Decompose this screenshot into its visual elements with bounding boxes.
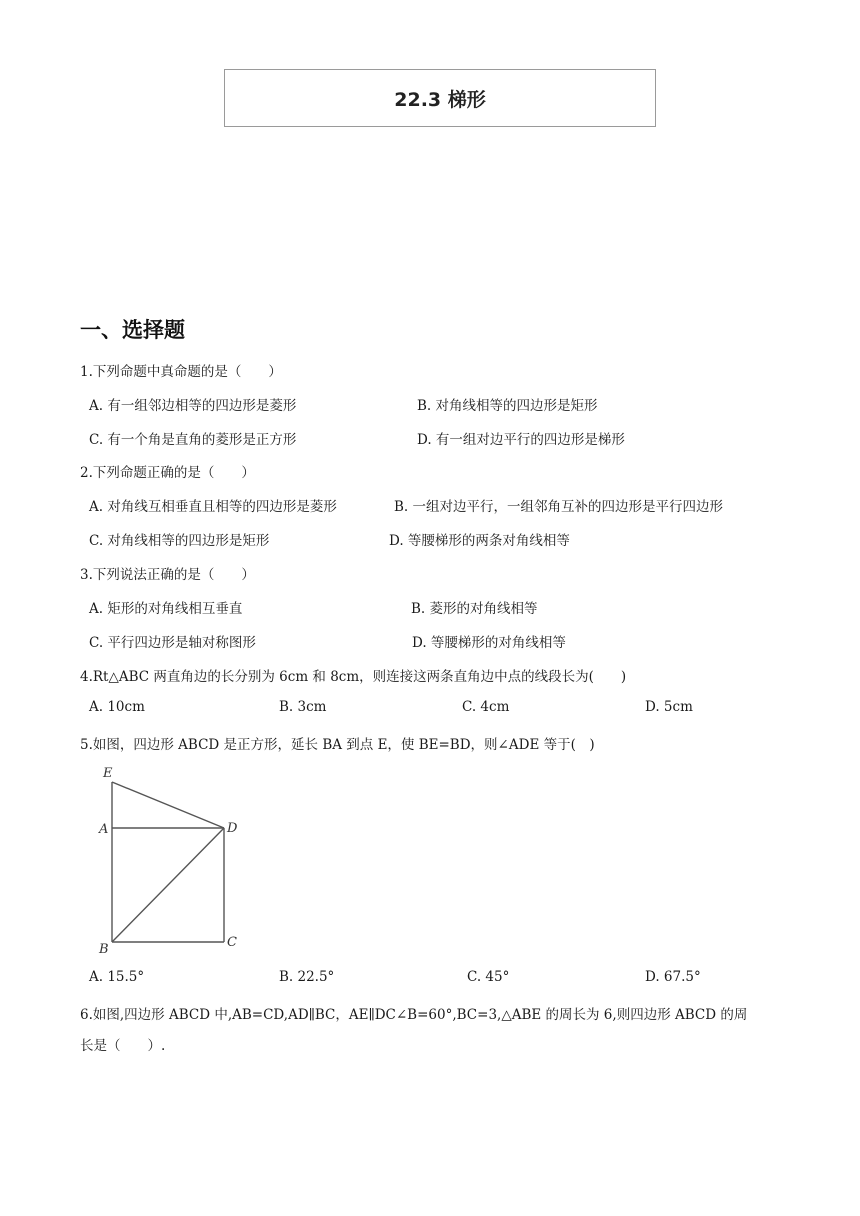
question-1-stem: 1.下列命题中真命题的是（ ） — [80, 364, 282, 380]
label-d: D — [227, 821, 238, 836]
question-4-option-b: B. 3cm — [279, 699, 327, 715]
section-heading: 一、选择题 — [80, 318, 185, 342]
question-1-option-b: B. 对角线相等的四边形是矩形 — [417, 398, 598, 414]
question-3-option-c: C. 平行四边形是轴对称图形 — [89, 635, 256, 651]
question-1-option-c: C. 有一个角是直角的菱形是正方形 — [89, 432, 297, 448]
question-5-stem: 5.如图，四边形 ABCD 是正方形，延长 BA 到点 E，使 BE=BD，则∠ADE 等于( ) — [80, 737, 595, 753]
segment-bd — [112, 828, 224, 942]
square-figure — [96, 760, 246, 955]
question-4-stem: 4.Rt△ABC 两直角边的长分别为 6cm 和 8cm，则连接这两条直角边中点的线段长为( ) — [80, 669, 627, 685]
question-2-option-b: B. 一组对边平行，一组邻角互补的四边形是平行四边形 — [394, 499, 724, 515]
question-4-option-d: D. 5cm — [645, 699, 693, 715]
question-3-option-d: D. 等腰梯形的对角线相等 — [412, 635, 566, 651]
page-title: 22.3 梯形 — [394, 88, 486, 111]
label-e: E — [103, 766, 113, 781]
question-2-stem: 2.下列命题正确的是（ ） — [80, 465, 255, 481]
question-4-option-c: C. 4cm — [462, 699, 510, 715]
question-5-option-d: D. 67.5° — [645, 969, 701, 985]
label-c: C — [227, 935, 237, 950]
question-3-option-b: B. 菱形的对角线相等 — [411, 601, 538, 617]
question-1-option-a: A. 有一组邻边相等的四边形是菱形 — [89, 398, 297, 414]
question-6-stem: 6.如图,四边形 ABCD 中,AB=CD,AD∥BC，AE∥DC∠B=60°,BC=3,△ABE 的周长为 6,则四边形 ABCD 的周 — [80, 1007, 748, 1023]
question-5-option-c: C. 45° — [467, 969, 510, 985]
question-1-option-d: D. 有一组对边平行的四边形是梯形 — [417, 432, 625, 448]
question-5-option-a: A. 15.5° — [89, 969, 145, 985]
question-2-option-a: A. 对角线互相垂直且相等的四边形是菱形 — [89, 499, 337, 515]
segment-ed — [112, 782, 224, 828]
question-2-option-d: D. 等腰梯形的两条对角线相等 — [389, 533, 570, 549]
question-6-stem-continued: 长是（ ）. — [80, 1038, 166, 1054]
question-5-option-b: B. 22.5° — [279, 969, 335, 985]
label-b: B — [99, 942, 109, 955]
question-3-stem: 3.下列说法正确的是（ ） — [80, 567, 255, 583]
question-3-option-a: A. 矩形的对角线相互垂直 — [89, 601, 243, 617]
label-a: A — [99, 822, 109, 837]
question-4-option-a: A. 10cm — [89, 699, 145, 715]
title-box — [224, 69, 656, 127]
question-2-option-c: C. 对角线相等的四边形是矩形 — [89, 533, 270, 549]
